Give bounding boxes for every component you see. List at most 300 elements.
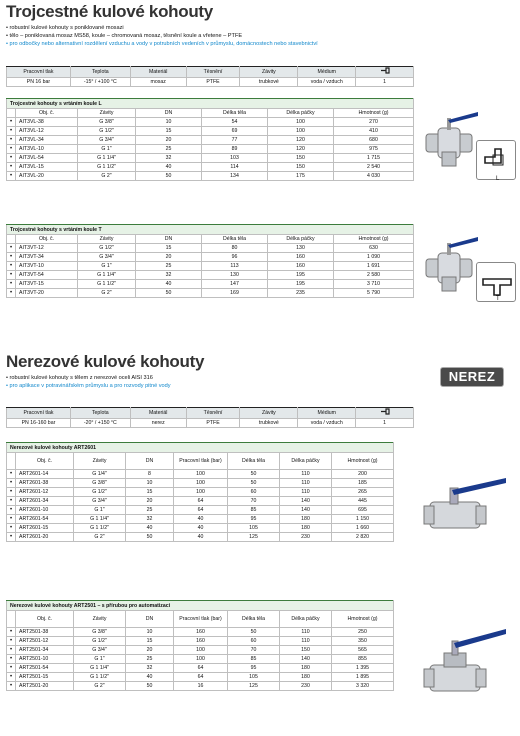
bore-diagram-l-label: L [496, 176, 500, 182]
bullet-item: • robustní kulové kohouty s poniklované mosazi [6, 25, 124, 31]
table-cell: 69 [202, 127, 268, 136]
section1-bullets [6, 24, 318, 49]
order-code: AIT3VT-12 [16, 244, 78, 253]
spec-header: Těsnění [186, 67, 240, 78]
table-cell: 20 [126, 646, 174, 655]
row-bullet: • [7, 637, 16, 646]
table-row [7, 280, 414, 289]
table-cell: G 3/4" [78, 136, 136, 145]
order-code: ART2501-20 [16, 682, 74, 691]
table-cell: 10 [126, 479, 174, 488]
table-cell: 60 [228, 637, 280, 646]
col-header: Obj. č. [16, 109, 78, 118]
table-row [7, 655, 394, 664]
row-bullet: • [7, 289, 16, 298]
table-cell: 175 [268, 172, 334, 181]
table-cell: G 3/4" [74, 497, 126, 506]
table-cell: 1 715 [334, 154, 414, 163]
table-cell: 4 030 [334, 172, 414, 181]
table-cell: 125 [228, 682, 280, 691]
table-cell: 8 [126, 470, 174, 479]
table-row [7, 488, 394, 497]
col-header: Délka páčky [268, 109, 334, 118]
table-cell: 250 [332, 628, 394, 637]
table-cell: 110 [280, 479, 332, 488]
table-cell: G 2" [74, 533, 126, 542]
key-icon [356, 67, 414, 78]
table-cell: 180 [280, 664, 332, 673]
table-cell: 50 [136, 172, 202, 181]
table-title: Trojcestné kohouty s vrtáním koule T [7, 225, 414, 235]
table-cell: 10 [136, 118, 202, 127]
table-cell: G 1 1/4" [78, 154, 136, 163]
table-row [7, 289, 414, 298]
table-row [7, 145, 414, 154]
table-cell: 20 [136, 136, 202, 145]
table-cell: G 1 1/2" [74, 524, 126, 533]
table-cell: G 2" [74, 682, 126, 691]
table-cell: 50 [136, 289, 202, 298]
spec-header: Pracovní tlak [7, 408, 71, 419]
table-cell: 40 [126, 673, 174, 682]
nerez-badge: NEREZ [440, 367, 504, 387]
col-header: DN [136, 109, 202, 118]
table-cell: G 2" [78, 289, 136, 298]
spec-header: Médium [298, 408, 356, 419]
table-cell: 150 [280, 646, 332, 655]
col-header: Pracovní tlak (bar) [174, 611, 228, 628]
table-cell: 85 [228, 506, 280, 515]
table-cell: G 1 1/2" [78, 280, 136, 289]
table-cell: 100 [174, 488, 228, 497]
spec-value: PTFE [186, 419, 240, 428]
order-code: ART2601-15 [16, 524, 74, 533]
row-bullet: • [7, 497, 16, 506]
table-cell: 20 [136, 253, 202, 262]
table-cell: G 1" [74, 655, 126, 664]
bore-diagram-l [476, 140, 516, 180]
spec-table-1 [6, 66, 414, 87]
col-header: Délka těla [202, 109, 268, 118]
table-cell: 565 [332, 646, 394, 655]
order-code: AIT3VL-38 [16, 118, 78, 127]
table-cell: 16 [174, 682, 228, 691]
table-cell: 100 [268, 118, 334, 127]
table-cell: 120 [268, 145, 334, 154]
order-code: AIT3VT-54 [16, 271, 78, 280]
table-cell: 64 [174, 506, 228, 515]
table-cell: 40 [136, 163, 202, 172]
row-bullet: • [7, 127, 16, 136]
row-bullet: • [7, 145, 16, 154]
table-cell: 70 [228, 497, 280, 506]
table-cell: 70 [228, 646, 280, 655]
table-cell: 630 [334, 244, 414, 253]
order-code: AIT3VL-34 [16, 136, 78, 145]
row-bullet: • [7, 506, 16, 515]
table-row [7, 172, 414, 181]
table-cell: G 3/4" [74, 646, 126, 655]
row-bullet: • [7, 628, 16, 637]
table-cell: 140 [280, 655, 332, 664]
table-cell: 95 [228, 515, 280, 524]
table-cell: 113 [202, 262, 268, 271]
table-cell: 200 [332, 470, 394, 479]
table-cell: 15 [136, 244, 202, 253]
col-header: Obj. č. [16, 235, 78, 244]
table-cell: 105 [228, 524, 280, 533]
table-cell: 100 [174, 646, 228, 655]
col-header: Závity [74, 611, 126, 628]
three-way-valve-t-image [418, 235, 480, 295]
row-bullet: • [7, 479, 16, 488]
table-cell: G 1" [78, 262, 136, 271]
order-code: ART2601-20 [16, 533, 74, 542]
spec-value: PN 16-160 bar [7, 419, 71, 428]
table-cell: 180 [280, 515, 332, 524]
spec-header: Závity [240, 67, 298, 78]
table-cell: 103 [202, 154, 268, 163]
spec-value: PTFE [186, 78, 240, 87]
table-cell: 180 [280, 673, 332, 682]
table-cell: 1 395 [332, 664, 394, 673]
col-header: Obj. č. [16, 453, 74, 470]
spec-value: trubkové [240, 419, 298, 428]
col-header: Délka páčky [280, 453, 332, 470]
table-cell: 25 [126, 506, 174, 515]
col-header: Délka těla [228, 453, 280, 470]
table-cell: 1 660 [332, 524, 394, 533]
spec-header: Materiál [130, 408, 186, 419]
section2-bullets [6, 374, 171, 390]
table-cell: 32 [126, 664, 174, 673]
table-cell: 2 580 [334, 271, 414, 280]
product-table-art2601 [6, 442, 394, 542]
order-code: AIT3VL-20 [16, 172, 78, 181]
table-cell: 130 [202, 271, 268, 280]
spec-value: trubkové [240, 78, 298, 87]
table-cell: 100 [174, 479, 228, 488]
order-code: AIT3VT-34 [16, 253, 78, 262]
col-header: Pracovní tlak (bar) [174, 453, 228, 470]
spec-value: nerez [130, 419, 186, 428]
table-cell: 40 [174, 524, 228, 533]
spec-header: Pracovní tlak [7, 67, 71, 78]
table-cell: 40 [174, 533, 228, 542]
table-cell: 25 [136, 145, 202, 154]
table-row [7, 479, 394, 488]
table-cell: 110 [280, 637, 332, 646]
table-row [7, 127, 414, 136]
table-cell: 160 [174, 637, 228, 646]
table-cell: 975 [334, 145, 414, 154]
table-cell: 100 [174, 655, 228, 664]
table-cell: G 1/2" [78, 127, 136, 136]
order-code: ART2501-54 [16, 664, 74, 673]
table-row [7, 533, 394, 542]
row-bullet: • [7, 673, 16, 682]
row-bullet: • [7, 280, 16, 289]
table-cell: 445 [332, 497, 394, 506]
table-cell: 1 150 [332, 515, 394, 524]
col-header: DN [136, 235, 202, 244]
table-cell: 50 [228, 479, 280, 488]
spec-value: -20° / +150 °C [70, 419, 130, 428]
table-cell: G 1" [74, 506, 126, 515]
table-cell: 2 820 [332, 533, 394, 542]
order-code: AIT3VL-54 [16, 154, 78, 163]
col-header: Závity [78, 109, 136, 118]
row-bullet: • [7, 470, 16, 479]
order-code: AIT3VT-20 [16, 289, 78, 298]
table-cell: 64 [174, 673, 228, 682]
spec-value: PN 16 bar [7, 78, 71, 87]
spec-value: voda / vzduch [298, 419, 356, 428]
table-row [7, 682, 394, 691]
row-bullet: • [7, 646, 16, 655]
row-bullet: • [7, 136, 16, 145]
table-cell: 265 [332, 488, 394, 497]
table-cell: 40 [126, 524, 174, 533]
order-code: ART2601-34 [16, 497, 74, 506]
spec-value: 1 [356, 419, 414, 428]
table-cell: G 3/8" [74, 479, 126, 488]
spec-header: Teplota [70, 408, 130, 419]
table-cell: 150 [268, 163, 334, 172]
row-bullet: • [7, 163, 16, 172]
table-cell: 80 [202, 244, 268, 253]
table-cell: 20 [126, 497, 174, 506]
table-cell: G 1/2" [74, 488, 126, 497]
table-cell: 50 [126, 682, 174, 691]
order-code: ART2501-38 [16, 628, 74, 637]
order-code: AIT3VT-10 [16, 262, 78, 271]
table-cell: G 3/4" [78, 253, 136, 262]
table-cell: 64 [174, 664, 228, 673]
bullet-item: • tělo – poniklovaná mosaz MS58, koule – chromovaná mosaz, těsnění koule a vřetene – PTFE [6, 33, 243, 40]
table-cell: G 3/8" [78, 118, 136, 127]
col-header: Hmotnost (g) [332, 453, 394, 470]
order-code: AIT3VT-15 [16, 280, 78, 289]
col-header: Hmotnost (g) [332, 611, 394, 628]
table-cell: 32 [126, 515, 174, 524]
table-cell: 60 [228, 488, 280, 497]
table-row [7, 271, 414, 280]
row-bullet: • [7, 154, 16, 163]
table-cell: 25 [126, 655, 174, 664]
row-bullet: • [7, 533, 16, 542]
table-cell: 160 [268, 253, 334, 262]
table-cell: 695 [332, 506, 394, 515]
table-cell: 140 [280, 497, 332, 506]
order-code: AIT3VL-15 [16, 163, 78, 172]
col-header: Délka těla [202, 235, 268, 244]
table-cell: 110 [280, 488, 332, 497]
table-cell: G 3/8" [74, 628, 126, 637]
table-cell: 1 691 [334, 262, 414, 271]
table-cell: 10 [126, 628, 174, 637]
row-bullet: • [7, 253, 16, 262]
table-cell: 169 [202, 289, 268, 298]
spec-header: Materiál [130, 67, 186, 78]
spec-header: Těsnění [186, 408, 240, 419]
table-row [7, 628, 394, 637]
bullet-item: • pro odbočky nebo alternativní rozdělení vzduchu a vody v potrubních vedeních v průmyslu, domácnostech nebo stavebnictví [6, 41, 318, 48]
col-header: Délka páčky [268, 235, 334, 244]
table-cell: G 1/2" [78, 244, 136, 253]
table-row [7, 515, 394, 524]
order-code: ART2601-38 [16, 479, 74, 488]
table-cell: 680 [334, 136, 414, 145]
table-cell: 1 090 [334, 253, 414, 262]
table-title: Nerezové kulové kohouty ART2501 – s přírubou pro automatizaci [7, 601, 394, 611]
order-code: ART2501-12 [16, 637, 74, 646]
table-cell: 3 710 [334, 280, 414, 289]
table-cell: 32 [136, 154, 202, 163]
three-way-valve-l-image [418, 110, 480, 170]
table-row [7, 253, 414, 262]
table-cell: 32 [136, 271, 202, 280]
table-cell: G 1/2" [74, 637, 126, 646]
spec-header: Teplota [70, 67, 130, 78]
section-title-stainless: Nerezové kulové kohouty [6, 352, 205, 371]
table-cell: 134 [202, 172, 268, 181]
table-cell: G 1 1/2" [74, 673, 126, 682]
table-cell: G 2" [78, 172, 136, 181]
table-cell: 40 [174, 515, 228, 524]
spec-value: voda / vzduch [298, 78, 356, 87]
order-code: AIT3VL-12 [16, 127, 78, 136]
table-row [7, 673, 394, 682]
table-cell: G 1" [78, 145, 136, 154]
table-cell: 235 [268, 289, 334, 298]
table-cell: 5 790 [334, 289, 414, 298]
table-cell: 40 [136, 280, 202, 289]
table-cell: 95 [228, 664, 280, 673]
table-cell: 105 [228, 673, 280, 682]
table-row [7, 637, 394, 646]
col-header: Hmotnost (g) [334, 109, 414, 118]
spec-value: mosaz [130, 78, 186, 87]
table-cell: 855 [332, 655, 394, 664]
spec-header: Závity [240, 408, 298, 419]
table-cell: 15 [136, 127, 202, 136]
table-cell: 25 [136, 262, 202, 271]
table-cell: 1 895 [332, 673, 394, 682]
row-bullet: • [7, 664, 16, 673]
table-cell: 150 [268, 154, 334, 163]
order-code: AIT3VL-10 [16, 145, 78, 154]
table-cell: 3 320 [332, 682, 394, 691]
row-bullet: • [7, 262, 16, 271]
col-header: DN [126, 453, 174, 470]
row-bullet: • [7, 244, 16, 253]
table-cell: 50 [126, 533, 174, 542]
table-cell: 110 [280, 470, 332, 479]
table-cell: 350 [332, 637, 394, 646]
table-cell: 120 [268, 136, 334, 145]
table-cell: 180 [280, 524, 332, 533]
order-code: ART2501-15 [16, 673, 74, 682]
table-cell: 140 [280, 506, 332, 515]
bullet-item: • pro aplikace v potravinářském průmyslu a pro rozvody pitné vody [6, 383, 171, 390]
table-cell: 185 [332, 479, 394, 488]
table-cell: 64 [174, 497, 228, 506]
col-header: Obj. č. [16, 611, 74, 628]
table-row [7, 506, 394, 515]
table-cell: G 1 1/2" [78, 163, 136, 172]
row-bullet: • [7, 682, 16, 691]
product-table-t [6, 224, 414, 298]
section-title-three-way: Trojcestné kulové kohouty [6, 2, 213, 21]
table-cell: 125 [228, 533, 280, 542]
bore-diagram-t-label: T [496, 296, 500, 302]
table-cell: 15 [126, 637, 174, 646]
key-icon [356, 408, 414, 419]
table-row [7, 664, 394, 673]
col-header: Závity [74, 453, 126, 470]
table-cell: 410 [334, 127, 414, 136]
table-row [7, 154, 414, 163]
row-bullet: • [7, 524, 16, 533]
row-bullet: • [7, 515, 16, 524]
product-table-art2501 [6, 600, 394, 691]
col-header: Délka těla [228, 611, 280, 628]
table-row [7, 244, 414, 253]
col-header: Délka páčky [280, 611, 332, 628]
table-cell: 160 [174, 628, 228, 637]
row-bullet: • [7, 488, 16, 497]
col-header: Hmotnost (g) [334, 235, 414, 244]
order-code: ART2501-10 [16, 655, 74, 664]
order-code: ART2601-12 [16, 488, 74, 497]
col-header: Závity [78, 235, 136, 244]
table-cell: 96 [202, 253, 268, 262]
table-cell: G 1 1/4" [78, 271, 136, 280]
table-cell: 50 [228, 628, 280, 637]
spec-value: -15° / +100 °C [70, 78, 130, 87]
table-cell: 270 [334, 118, 414, 127]
table-cell: G 1 1/4" [74, 664, 126, 673]
table-cell: 77 [202, 136, 268, 145]
bullet-item: • robustní kulové kohouty s tělem z nerezové oceli AISI 316 [6, 375, 153, 381]
product-table-l [6, 98, 414, 181]
table-cell: 230 [280, 533, 332, 542]
table-row [7, 497, 394, 506]
table-cell: 114 [202, 163, 268, 172]
table-cell: G 1 1/4" [74, 515, 126, 524]
table-row [7, 136, 414, 145]
table-cell: 2 540 [334, 163, 414, 172]
order-code: ART2601-10 [16, 506, 74, 515]
row-bullet: • [7, 271, 16, 280]
table-cell: 195 [268, 271, 334, 280]
col-header: DN [126, 611, 174, 628]
table-row [7, 470, 394, 479]
row-bullet: • [7, 118, 16, 127]
table-row [7, 163, 414, 172]
table-row [7, 646, 394, 655]
order-code: ART2601-54 [16, 515, 74, 524]
spec-header: Médium [298, 67, 356, 78]
table-cell: 130 [268, 244, 334, 253]
table-row [7, 524, 394, 533]
table-title: Nerezové kulové kohouty ART2601 [7, 443, 394, 453]
row-bullet: • [7, 172, 16, 181]
table-cell: 100 [268, 127, 334, 136]
spec-value: 1 [356, 78, 414, 87]
order-code: ART2501-34 [16, 646, 74, 655]
